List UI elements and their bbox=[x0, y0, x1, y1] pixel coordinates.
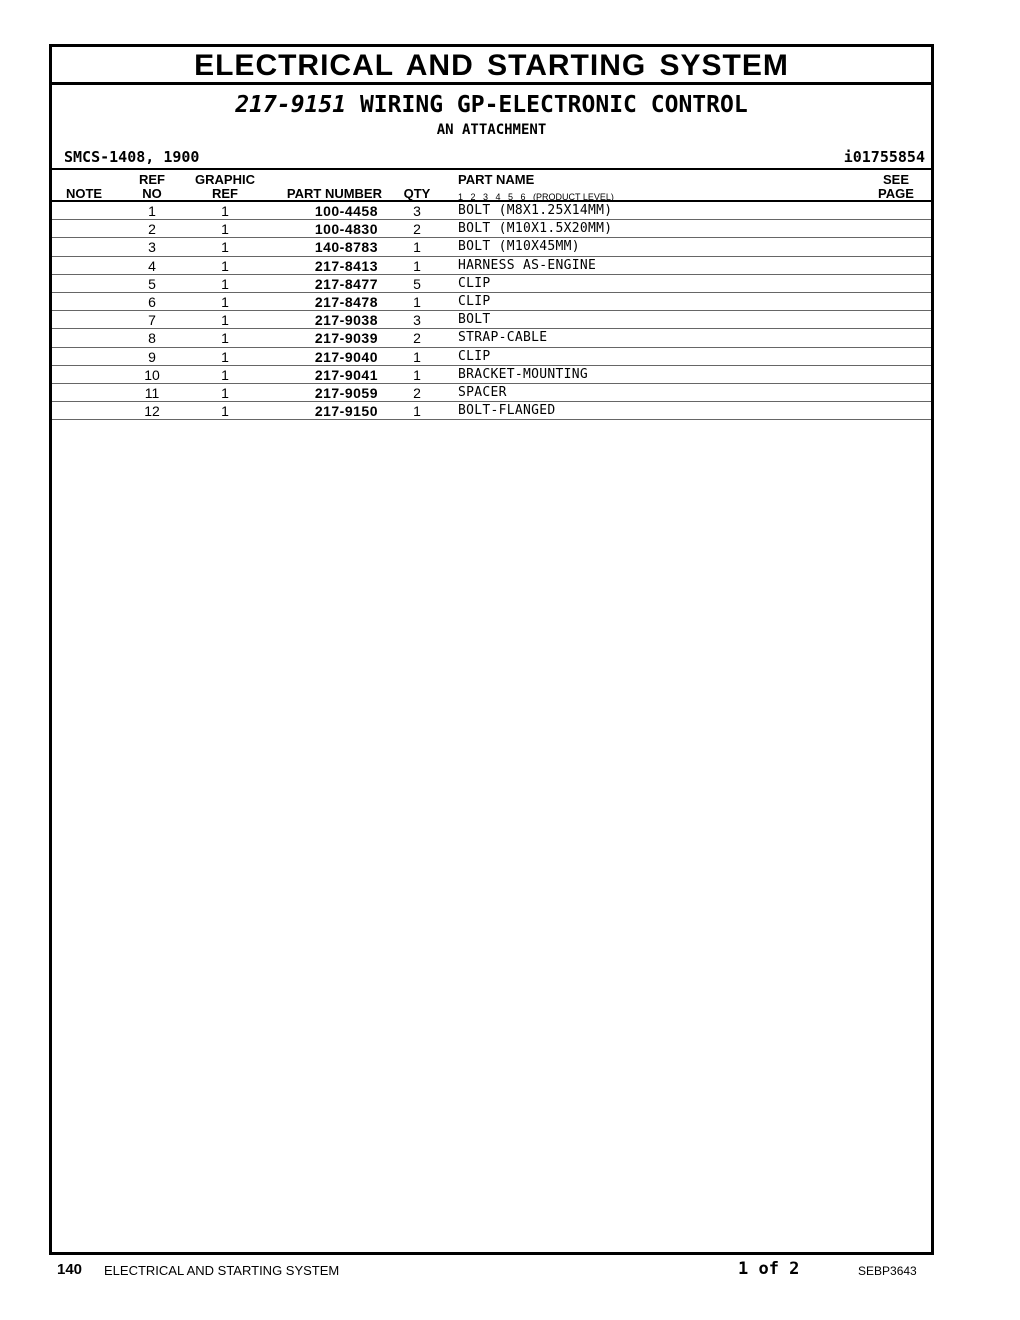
table-row bbox=[52, 384, 931, 402]
table-row bbox=[52, 257, 931, 275]
part-name: BOLT (M10X1.5X20MM) bbox=[458, 221, 613, 237]
part-name: BOLT-FLANGED bbox=[458, 403, 556, 419]
qty: 1 bbox=[413, 239, 421, 256]
table-row bbox=[52, 329, 931, 347]
footer-section: ELECTRICAL AND STARTING SYSTEM bbox=[104, 1263, 340, 1278]
ref-no: 7 bbox=[148, 312, 156, 329]
table-row bbox=[52, 275, 931, 293]
part-name: BOLT (M10X45MM) bbox=[458, 239, 580, 255]
graphic-ref: 1 bbox=[221, 239, 229, 256]
graphic-ref: 1 bbox=[221, 312, 229, 329]
part-number: 217-9150 bbox=[314, 403, 378, 420]
part-name: STRAP-CABLE bbox=[458, 330, 548, 346]
part-name: CLIP bbox=[458, 348, 491, 364]
header-top-rule bbox=[52, 168, 931, 170]
part-number: 217-8478 bbox=[314, 293, 378, 310]
part-number: 217-8477 bbox=[314, 275, 378, 292]
table-row bbox=[52, 366, 931, 384]
table-row bbox=[52, 238, 931, 256]
qty: 1 bbox=[413, 293, 421, 310]
graphic-ref: 1 bbox=[221, 330, 229, 347]
ref-no: 6 bbox=[148, 293, 156, 310]
part-number: 100-4458 bbox=[314, 203, 378, 219]
qty: 1 bbox=[413, 257, 421, 274]
ref-no: 9 bbox=[148, 348, 156, 365]
table-row bbox=[52, 311, 931, 329]
part-number: 100-4830 bbox=[314, 221, 378, 238]
part-name: CLIP bbox=[458, 293, 491, 309]
group-name: WIRING GP-ELECTRONIC CONTROL bbox=[359, 92, 748, 118]
ref-no: 5 bbox=[148, 275, 156, 292]
part-number: 217-9038 bbox=[314, 312, 378, 329]
col-graphic-top: GRAPHIC bbox=[195, 172, 255, 187]
ref-no: 2 bbox=[148, 221, 156, 238]
part-number: 217-9039 bbox=[314, 330, 378, 347]
col-qty: QTY bbox=[403, 186, 431, 201]
part-number: 217-9059 bbox=[314, 384, 378, 401]
footer-page-of: 1 of 2 bbox=[738, 1259, 800, 1279]
graphic-ref: 1 bbox=[221, 221, 229, 238]
qty: 2 bbox=[413, 384, 421, 401]
footer-document-id: SEBP3643 bbox=[858, 1264, 917, 1278]
group-number: 217-9151 bbox=[235, 92, 347, 118]
part-name: BOLT (M8X1.25X14MM) bbox=[458, 203, 613, 218]
table-row bbox=[52, 293, 931, 311]
part-name: BRACKET-MOUNTING bbox=[458, 366, 589, 382]
footer-page-number: 140 bbox=[57, 1261, 83, 1278]
graphic-ref: 1 bbox=[221, 203, 229, 219]
smcs-code: SMCS-1408, 1900 bbox=[64, 148, 200, 166]
qty: 1 bbox=[413, 348, 421, 365]
col-part-name: PART NAME bbox=[458, 172, 535, 187]
ref-no: 12 bbox=[144, 403, 160, 420]
part-name: SPACER bbox=[458, 384, 507, 400]
part-number: 217-9040 bbox=[314, 348, 378, 365]
col-ref-top: REF bbox=[139, 172, 165, 187]
part-number: 140-8783 bbox=[314, 239, 378, 256]
parts-list bbox=[52, 202, 931, 420]
qty: 1 bbox=[413, 366, 421, 383]
ref-no: 11 bbox=[144, 384, 160, 401]
col-ref-bottom: NO bbox=[142, 186, 162, 201]
part-number: 217-8413 bbox=[314, 257, 378, 274]
qty: 3 bbox=[413, 312, 421, 329]
qty: 1 bbox=[413, 403, 421, 420]
graphic-ref: 1 bbox=[221, 366, 229, 383]
part-name: BOLT bbox=[458, 312, 491, 328]
part-name: CLIP bbox=[458, 275, 491, 291]
col-see-top: SEE bbox=[882, 172, 909, 187]
graphic-ref: 1 bbox=[221, 403, 229, 420]
graphic-ref: 1 bbox=[221, 348, 229, 365]
group-subtitle: AN ATTACHMENT bbox=[436, 122, 547, 138]
graphic-ref: 1 bbox=[221, 275, 229, 292]
table-row bbox=[52, 202, 931, 220]
graphic-ref: 1 bbox=[221, 293, 229, 310]
section-title: ELECTRICAL AND STARTING SYSTEM bbox=[52, 47, 931, 85]
ref-no: 4 bbox=[148, 257, 156, 274]
graphic-ref: 1 bbox=[221, 257, 229, 274]
qty: 5 bbox=[413, 275, 421, 292]
part-name: HARNESS AS-ENGINE bbox=[458, 257, 597, 273]
qty: 2 bbox=[413, 330, 421, 347]
table-row bbox=[52, 348, 931, 366]
table-row bbox=[52, 220, 931, 238]
group-title bbox=[52, 91, 931, 119]
part-number: 217-9041 bbox=[314, 366, 378, 383]
col-note: NOTE bbox=[65, 186, 103, 201]
graphic-ref: 1 bbox=[221, 384, 229, 401]
ref-no: 3 bbox=[148, 239, 156, 256]
qty: 2 bbox=[413, 221, 421, 238]
col-see-bottom: PAGE bbox=[878, 186, 914, 201]
ref-no: 1 bbox=[148, 203, 156, 219]
col-product-level: 1 2 3 4 5 6 (PRODUCT LEVEL) bbox=[458, 192, 614, 202]
table-row bbox=[52, 402, 931, 420]
col-part-number: PART NUMBER bbox=[286, 186, 382, 201]
ref-no: 8 bbox=[148, 330, 156, 347]
illustration-id: i01755854 bbox=[843, 148, 925, 166]
ref-no: 10 bbox=[144, 366, 160, 383]
col-graphic-bottom: REF bbox=[212, 186, 238, 201]
qty: 3 bbox=[413, 203, 421, 219]
parts-page-frame bbox=[49, 44, 934, 1255]
